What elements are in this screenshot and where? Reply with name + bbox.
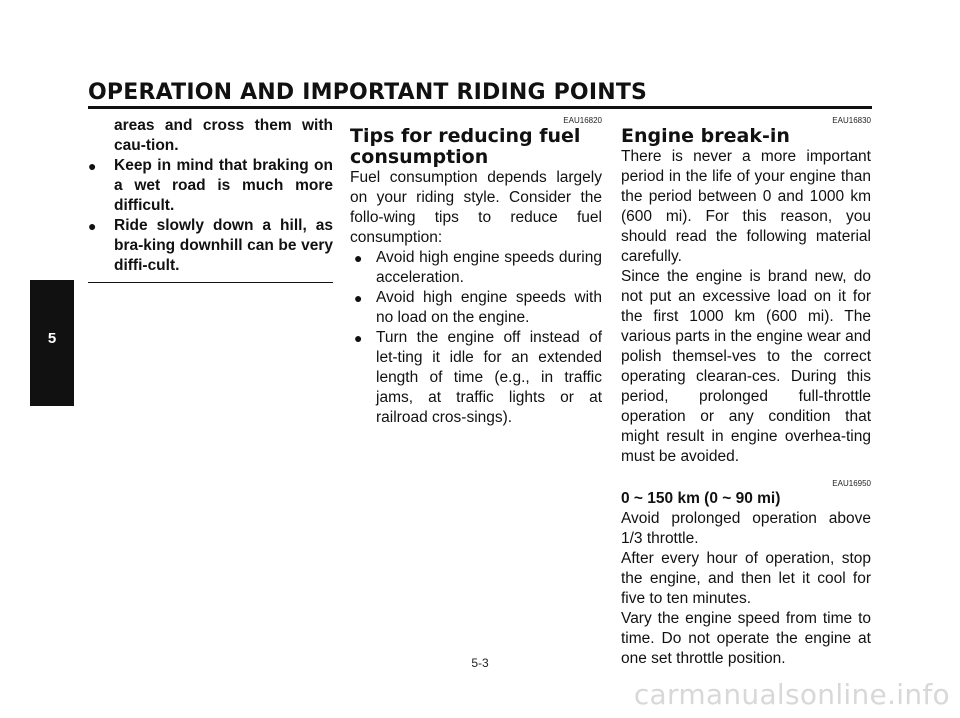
list-item-text: Keep in mind that braking on a wet road is much more difficult.: [114, 157, 333, 214]
list-item: [354, 288, 602, 328]
tips-list: [354, 248, 602, 428]
bullet-icon: ●: [354, 250, 363, 266]
bullet-icon: ●: [88, 218, 97, 234]
column-1: [88, 116, 333, 283]
bullet-icon: ●: [88, 158, 97, 174]
list-item-text: Turn the engine off instead of let-ting it idle for an extended length of time (e.g., in traffic jams, at traffic lights or at railroad cros-sings).: [376, 329, 602, 426]
bullet-icon: ●: [354, 330, 363, 346]
column-3: [621, 116, 871, 669]
warning-list: [88, 156, 333, 276]
intro-paragraph: Fuel consumption depends largely on your riding style. Consider the follo-wing tips to reduce fuel consumption:: [350, 169, 602, 246]
list-item-text: Avoid high engine speeds during acceleration.: [376, 249, 602, 286]
reference-code: EAU16830: [832, 116, 871, 125]
paragraph: Since the engine is brand new, do not put an excessive load on it for the first 1000 km (600 mi). The various parts in the engine wear and polish themsel-ves to the correct operating clearan-ces. During this period, prolonged full-throttle operation or any condition that might result in engine overhea-ting must be avoided.: [621, 268, 871, 465]
continuation-text: areas and cross them with cau-tion.: [114, 117, 333, 154]
header-rule: [88, 106, 872, 109]
list-item: [354, 328, 602, 428]
column-2: [350, 116, 602, 428]
chapter-tab-label: 5: [47, 330, 57, 347]
reference-code: EAU16820: [563, 116, 602, 125]
section-heading: Engine break-in: [621, 125, 790, 147]
list-item-text: Avoid high engine speeds with no load on the engine.: [376, 289, 602, 326]
page-header-title: OPERATION AND IMPORTANT RIDING POINTS: [88, 80, 648, 105]
section-heading: Tips for reducing fuel consumption: [350, 125, 581, 168]
paragraph: There is never a more important period in the life of your engine than the period between 0 and 1000 km (600 mi). For this reason, you should read the following material carefully.: [621, 148, 871, 265]
paragraph: Avoid prolonged operation above 1/3 throttle.: [621, 510, 871, 547]
section-end-rule: [88, 282, 333, 283]
list-item: [88, 216, 333, 276]
reference-code: EAU16950: [832, 479, 871, 488]
subsection-heading: 0 ~ 150 km (0 ~ 90 mi): [621, 490, 781, 507]
list-item: [354, 248, 602, 288]
page-number: 5-3: [471, 656, 489, 670]
paragraph: Vary the engine speed from time to time. Do not operate the engine at one set throttle position.: [621, 610, 871, 667]
bullet-icon: ●: [354, 290, 363, 306]
list-item-text: Ride slowly down a hill, as bra-king downhill can be very diffi-cult.: [114, 217, 333, 274]
watermark: carmanualsonline.info: [633, 678, 950, 711]
chapter-tab: [30, 280, 74, 406]
paragraph: After every hour of operation, stop the engine, and then let it cool for five to ten minutes.: [621, 550, 871, 607]
list-item: [88, 156, 333, 216]
